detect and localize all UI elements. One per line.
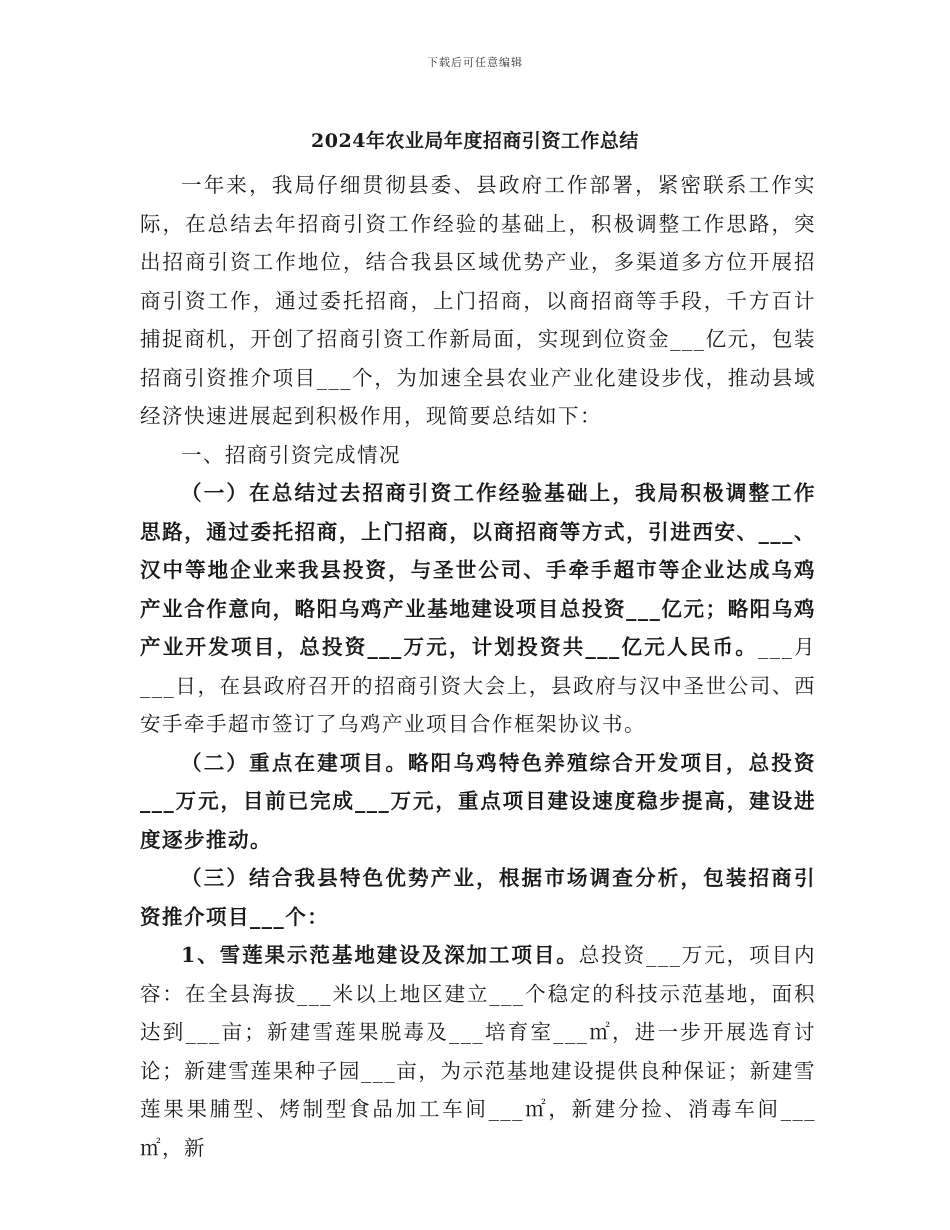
page-header-note: 下载后可任意编辑: [427, 56, 523, 69]
project-1-body: 总投资___万元，项目内容：在全县海拔___米以上地区建立___个稳定的科技示范基地，面积达到___亩；新建雪莲果脱毒及___培育室___㎡，进一步开展选育讨论；新建雪莲果种子园___亩，为示范基地建设提供良种保证；新建雪莲果果脯型、烤制型食品加工车间___㎡，新建分捡、消毒车间___㎡，新: [140, 943, 817, 1160]
item-1-normal-text: ___月___日，在县政府召开的招商引资大会上，县政府与汉中圣世公司、西安手牵手超市签订了乌鸡产业项目合作框架协议书。: [140, 635, 816, 736]
document-title: 2024年农业局年度招商引资工作总结: [311, 130, 639, 152]
item-1-bold-text: （一）在总结过去招商引资工作经验基础上，我局积极调整工作思路，通过委托招商，上门招商，以商招商等方式，引进西安、___、汉中等地企业来我县投资，与圣世公司、手牵手超市等企业达成乌鸡产业合作意向，略阳乌鸡产业基地建设项目总投资___亿元；略阳乌鸡产业开发项目，总投资___万元，计划投资共___亿元人民币。: [140, 481, 816, 659]
section-heading: 一、招商引资完成情况: [181, 442, 401, 467]
item-1-paragraph: [140, 474, 816, 744]
document-body: [140, 166, 816, 1167]
project-1-paragraph: [140, 936, 816, 1167]
project-1-lead: 1、雪莲果示范基地建设及深加工项目。: [181, 943, 579, 967]
intro-paragraph: 一年来，我局仔细贯彻县委、县政府工作部署，紧密联系工作实际，在总结去年招商引资工作经验的基础上，积极调整工作思路，突出招商引资工作地位，结合我县区域优势产业，多渠道多方位开展招商引资工作，通过委托招商，上门招商，以商招商等手段，千方百计捕捉商机，开创了招商引资工作新局面，实现到位资金___亿元，包装招商引资推介项目___个，为加速全县农业产业化建设步伐，推动县域经济快速进展起到积极作用，现简要总结如下：: [140, 173, 816, 428]
item-2-paragraph: （二）重点在建项目。略阳乌鸡特色养殖综合开发项目，总投资___万元，目前已完成___万元，重点项目建设速度稳步提高，建设进度逐步推动。: [140, 750, 816, 852]
item-3-paragraph: （三）结合我县特色优势产业，根据市场调查分析，包装招商引资推介项目___个：: [140, 866, 816, 929]
